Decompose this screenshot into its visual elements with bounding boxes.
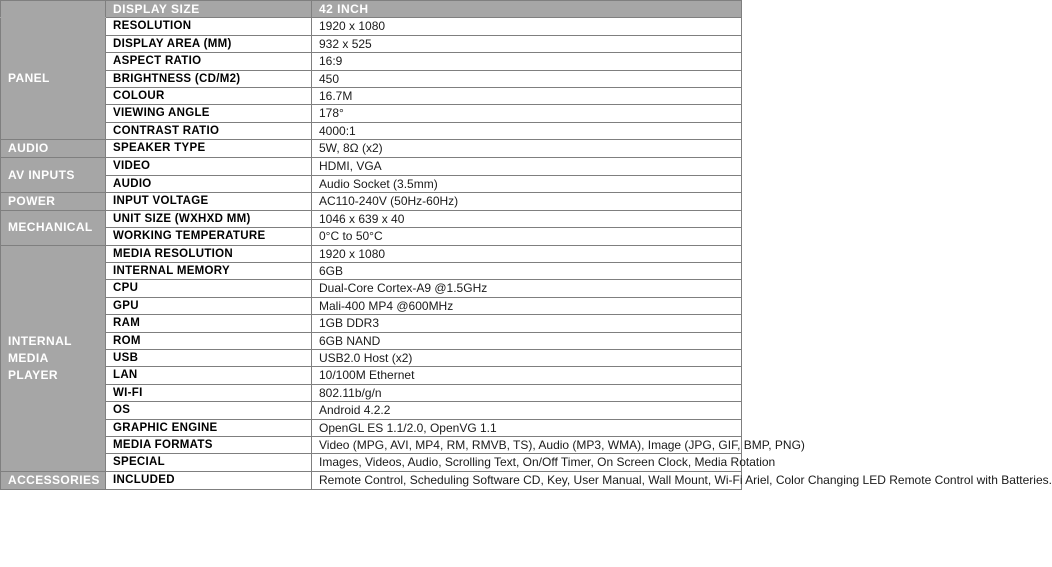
spec-label: USB: [106, 350, 312, 367]
spec-row: [1, 350, 742, 367]
spec-row: [1, 35, 742, 52]
spec-label: MEDIA FORMATS: [106, 436, 312, 453]
spec-label: LAN: [106, 367, 312, 384]
spec-value: 1046 x 639 x 40: [312, 210, 742, 227]
spec-row: [1, 297, 742, 314]
spec-value: Video (MPG, AVI, MP4, RM, RMVB, TS), Audio (MP3, WMA), Image (JPG, GIF, BMP, PNG): [312, 436, 742, 453]
spec-label: RAM: [106, 315, 312, 332]
spec-row: [1, 53, 742, 70]
spec-row: [1, 280, 742, 297]
spec-label: BRIGHTNESS (CD/M2): [106, 70, 312, 87]
category-cell: MECHANICAL: [1, 210, 106, 245]
spec-value: 0°C to 50°C: [312, 228, 742, 245]
spec-row: [1, 471, 742, 489]
spec-label: SPECIAL: [106, 454, 312, 471]
category-cell: AUDIO: [1, 140, 106, 158]
spec-label: RESOLUTION: [106, 18, 312, 35]
spec-row: [1, 402, 742, 419]
category-cell: AV INPUTS: [1, 158, 106, 193]
spec-value: 1920 x 1080: [312, 18, 742, 35]
spec-row: [1, 263, 742, 280]
spec-row: [1, 245, 742, 262]
spec-value: 450: [312, 70, 742, 87]
spec-value: Audio Socket (3.5mm): [312, 175, 742, 192]
spec-row: [1, 210, 742, 227]
spec-label: WORKING TEMPERATURE: [106, 228, 312, 245]
spec-row: [1, 175, 742, 192]
header-value: 42 INCH: [312, 1, 742, 18]
spec-label: INCLUDED: [106, 471, 312, 489]
spec-row: [1, 436, 742, 453]
category-cell: PANEL: [1, 18, 106, 140]
spec-value: 4000:1: [312, 122, 742, 139]
spec-value: 6GB NAND: [312, 332, 742, 349]
header-category-cell: [1, 1, 106, 18]
spec-label: DISPLAY AREA (MM): [106, 35, 312, 52]
spec-label: ROM: [106, 332, 312, 349]
spec-value: HDMI, VGA: [312, 158, 742, 175]
spec-value: 178°: [312, 105, 742, 122]
spec-row: [1, 419, 742, 436]
spec-label: INPUT VOLTAGE: [106, 192, 312, 210]
spec-value: Mali-400 MP4 @600MHz: [312, 297, 742, 314]
spec-row: [1, 87, 742, 104]
spec-row: [1, 384, 742, 401]
spec-value: 6GB: [312, 263, 742, 280]
header-row: [1, 1, 742, 18]
spec-label: COLOUR: [106, 87, 312, 104]
spec-value: 802.11b/g/n: [312, 384, 742, 401]
spec-value: USB2.0 Host (x2): [312, 350, 742, 367]
spec-value: 932 x 525: [312, 35, 742, 52]
spec-row: [1, 105, 742, 122]
category-cell: INTERNAL MEDIA PLAYER: [1, 245, 106, 471]
spec-value: 1920 x 1080: [312, 245, 742, 262]
spec-row: [1, 18, 742, 35]
spec-value: Android 4.2.2: [312, 402, 742, 419]
spec-table-body: [1, 1, 1052, 490]
spec-row: [1, 122, 742, 139]
spec-value: AC110-240V (50Hz-60Hz): [312, 192, 742, 210]
spec-value: 16:9: [312, 53, 742, 70]
category-cell: POWER: [1, 192, 106, 210]
spec-value: 16.7M: [312, 87, 742, 104]
spec-row: [1, 158, 742, 175]
header-label: DISPLAY SIZE: [106, 1, 312, 18]
spec-value: 1GB DDR3: [312, 315, 742, 332]
spec-value: Dual-Core Cortex-A9 @1.5GHz: [312, 280, 742, 297]
spec-value: Remote Control, Scheduling Software CD, Key, User Manual, Wall Mount, Wi-Fi Ariel, Color Changing LED Remote Control with Batteries.: [312, 471, 742, 489]
spec-row: [1, 228, 742, 245]
spec-label: UNIT SIZE (WXHXD MM): [106, 210, 312, 227]
spec-row: [1, 332, 742, 349]
spec-row: [1, 70, 742, 87]
spec-label: WI-FI: [106, 384, 312, 401]
spec-label: VIDEO: [106, 158, 312, 175]
spec-label: GRAPHIC ENGINE: [106, 419, 312, 436]
spec-label: ASPECT RATIO: [106, 53, 312, 70]
spec-label: VIEWING ANGLE: [106, 105, 312, 122]
spec-label: CONTRAST RATIO: [106, 122, 312, 139]
spec-value: OpenGL ES 1.1/2.0, OpenVG 1.1: [312, 419, 742, 436]
spec-label: OS: [106, 402, 312, 419]
spec-label: MEDIA RESOLUTION: [106, 245, 312, 262]
spec-label: AUDIO: [106, 175, 312, 192]
spec-row: [1, 454, 742, 471]
spec-label: SPEAKER TYPE: [106, 140, 312, 158]
spec-value: 5W, 8Ω (x2): [312, 140, 742, 158]
spec-label: CPU: [106, 280, 312, 297]
page-bottom-margin: [0, 541, 742, 567]
category-cell: ACCESSORIES: [1, 471, 106, 489]
spec-label: INTERNAL MEMORY: [106, 263, 312, 280]
spec-row: [1, 192, 742, 210]
spec-row: [1, 140, 742, 158]
spec-value: Images, Videos, Audio, Scrolling Text, On/Off Timer, On Screen Clock, Media Rotation: [312, 454, 742, 471]
spec-row: [1, 367, 742, 384]
spec-row: [1, 315, 742, 332]
spec-value: 10/100M Ethernet: [312, 367, 742, 384]
spec-label: GPU: [106, 297, 312, 314]
